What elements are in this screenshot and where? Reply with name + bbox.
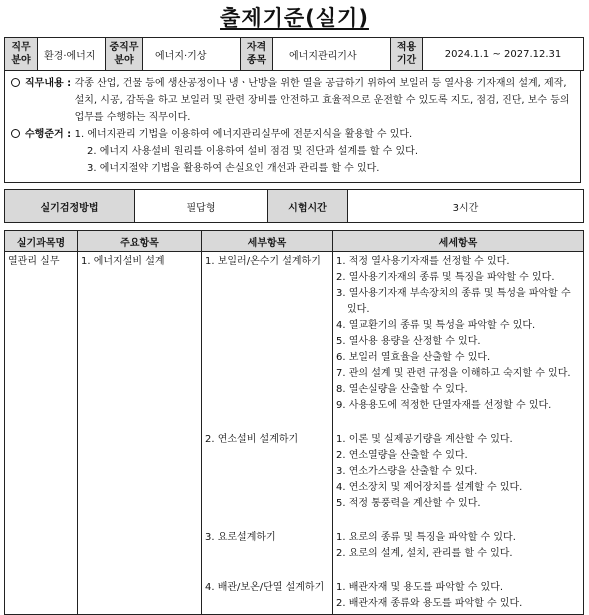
performance-item: 1. 에너지관리 기법을 이용하여 에너지관리실무에 전문지식을 활용할 수 있다. bbox=[74, 129, 413, 140]
sub-detail-cell bbox=[333, 578, 584, 615]
list-item: 4. 연소장치 및 제어장치를 설계할 수 있다. bbox=[336, 482, 523, 493]
list-item: 8. 열손실량을 산출할 수 있다. bbox=[336, 384, 468, 395]
exam-criteria-table bbox=[4, 230, 584, 615]
page-title: 출제기준(실기) bbox=[220, 6, 369, 30]
mid-field-label: 중직무 분야 bbox=[106, 38, 143, 71]
list-item: 7. 관의 설계 및 관련 규정을 이해하고 숙지할 수 있다. bbox=[336, 368, 571, 379]
job-info-table bbox=[4, 37, 584, 71]
circle-bullet-icon bbox=[11, 78, 20, 87]
circle-bullet-icon bbox=[11, 129, 20, 138]
qualification-value: 에너지관리기사 bbox=[273, 38, 391, 71]
sub-detail-cell bbox=[333, 528, 584, 578]
performance-item: 2. 에너지 사용설비 원리를 이용하여 설비 점검 및 진단과 설계를 할 수 있다. bbox=[87, 146, 419, 157]
major-item-cell: 1. 에너지설비 설계 bbox=[78, 252, 202, 615]
subject-cell: 열관리 실무 bbox=[5, 252, 78, 615]
exam-method-table bbox=[4, 189, 584, 223]
detail-item-cell: 4. 배관/보온/단열 설계하기 bbox=[202, 578, 333, 615]
list-item: 4. 열교환기의 종류 및 특성을 파악할 수 있다. bbox=[336, 320, 536, 331]
duty-text: 각종 산업, 건물 등에 생산공정이나 냉ㆍ난방을 위한 열을 공급하기 위하여 보일러 등 열사용 기자재의 설계, 제작, 설치, 시공, 감독을 하고 보일러 및 관련 장비를 안전하고 효율적으로 운전할 수 있도록 지도, 점검, 진단, 보수 등의 업무를 수행하는 직무이다. bbox=[74, 78, 570, 123]
period-label: 적용 기간 bbox=[391, 38, 423, 71]
exam-time-label: 시험시간 bbox=[268, 190, 348, 223]
sub-detail-cell bbox=[333, 252, 584, 431]
list-item: 2. 배관자재 종류와 용도를 파악할 수 있다. bbox=[336, 598, 523, 609]
exam-time-value: 3시간 bbox=[348, 190, 584, 223]
list-item: 3. 열사용기자재 부속장치의 종류 및 특성을 파악할 수 있다. bbox=[336, 288, 571, 315]
list-item: 1. 적정 열사용기자재를 선정할 수 있다. bbox=[336, 256, 510, 267]
detail-item-cell: 2. 연소설비 설계하기 bbox=[202, 430, 333, 528]
detail-item-cell: 3. 요로설계하기 bbox=[202, 528, 333, 578]
job-description bbox=[4, 71, 581, 183]
list-item: 1. 배관자재 및 용도를 파악할 수 있다. bbox=[336, 582, 504, 593]
duty-label: 직무내용 : bbox=[11, 75, 75, 126]
performance-label: 수행준거 : bbox=[11, 126, 75, 143]
list-item: 2. 열사용기자재의 종류 및 특징을 파악할 수 있다. bbox=[336, 272, 555, 283]
exam-method-value: 필답형 bbox=[135, 190, 268, 223]
header-subject: 실기과목명 bbox=[5, 231, 78, 252]
list-item: 5. 열사용 용량을 산정할 수 있다. bbox=[336, 336, 481, 347]
list-item: 5. 적정 통풍력을 계산할 수 있다. bbox=[336, 498, 481, 509]
header-detail-item: 세부항목 bbox=[202, 231, 333, 252]
period-value: 2024.1.1 ~ 2027.12.31 bbox=[423, 38, 584, 71]
mid-field-value: 에너지·기상 bbox=[143, 38, 241, 71]
list-item: 9. 사용용도에 적정한 단열자재를 선정할 수 있다. bbox=[336, 400, 552, 411]
detail-item-cell: 1. 보일러/온수기 설계하기 bbox=[202, 252, 333, 431]
header-major-item: 주요항목 bbox=[78, 231, 202, 252]
list-item: 3. 연소가스량을 산출할 수 있다. bbox=[336, 466, 478, 477]
list-item: 6. 보일러 열효율을 산출할 수 있다. bbox=[336, 352, 491, 363]
sub-detail-cell bbox=[333, 430, 584, 528]
exam-method-label: 실기검정방법 bbox=[5, 190, 135, 223]
list-item: 1. 요로의 종류 및 특징을 파악할 수 있다. bbox=[336, 532, 516, 543]
qualification-label: 자격 종목 bbox=[241, 38, 273, 71]
list-item: 2. 요로의 설계, 설치, 관리를 할 수 있다. bbox=[336, 548, 513, 559]
field-label: 직무 분야 bbox=[5, 38, 38, 71]
list-item: 1. 이론 및 실제공기량을 계산할 수 있다. bbox=[336, 434, 513, 445]
header-sub-detail-item: 세세항목 bbox=[333, 231, 584, 252]
list-item: 2. 연소열량을 산출할 수 있다. bbox=[336, 450, 468, 461]
field-value: 환경·에너지 bbox=[38, 38, 106, 71]
performance-item: 3. 에너지절약 기법을 활용하여 손실요인 개선과 관리를 할 수 있다. bbox=[87, 163, 380, 174]
